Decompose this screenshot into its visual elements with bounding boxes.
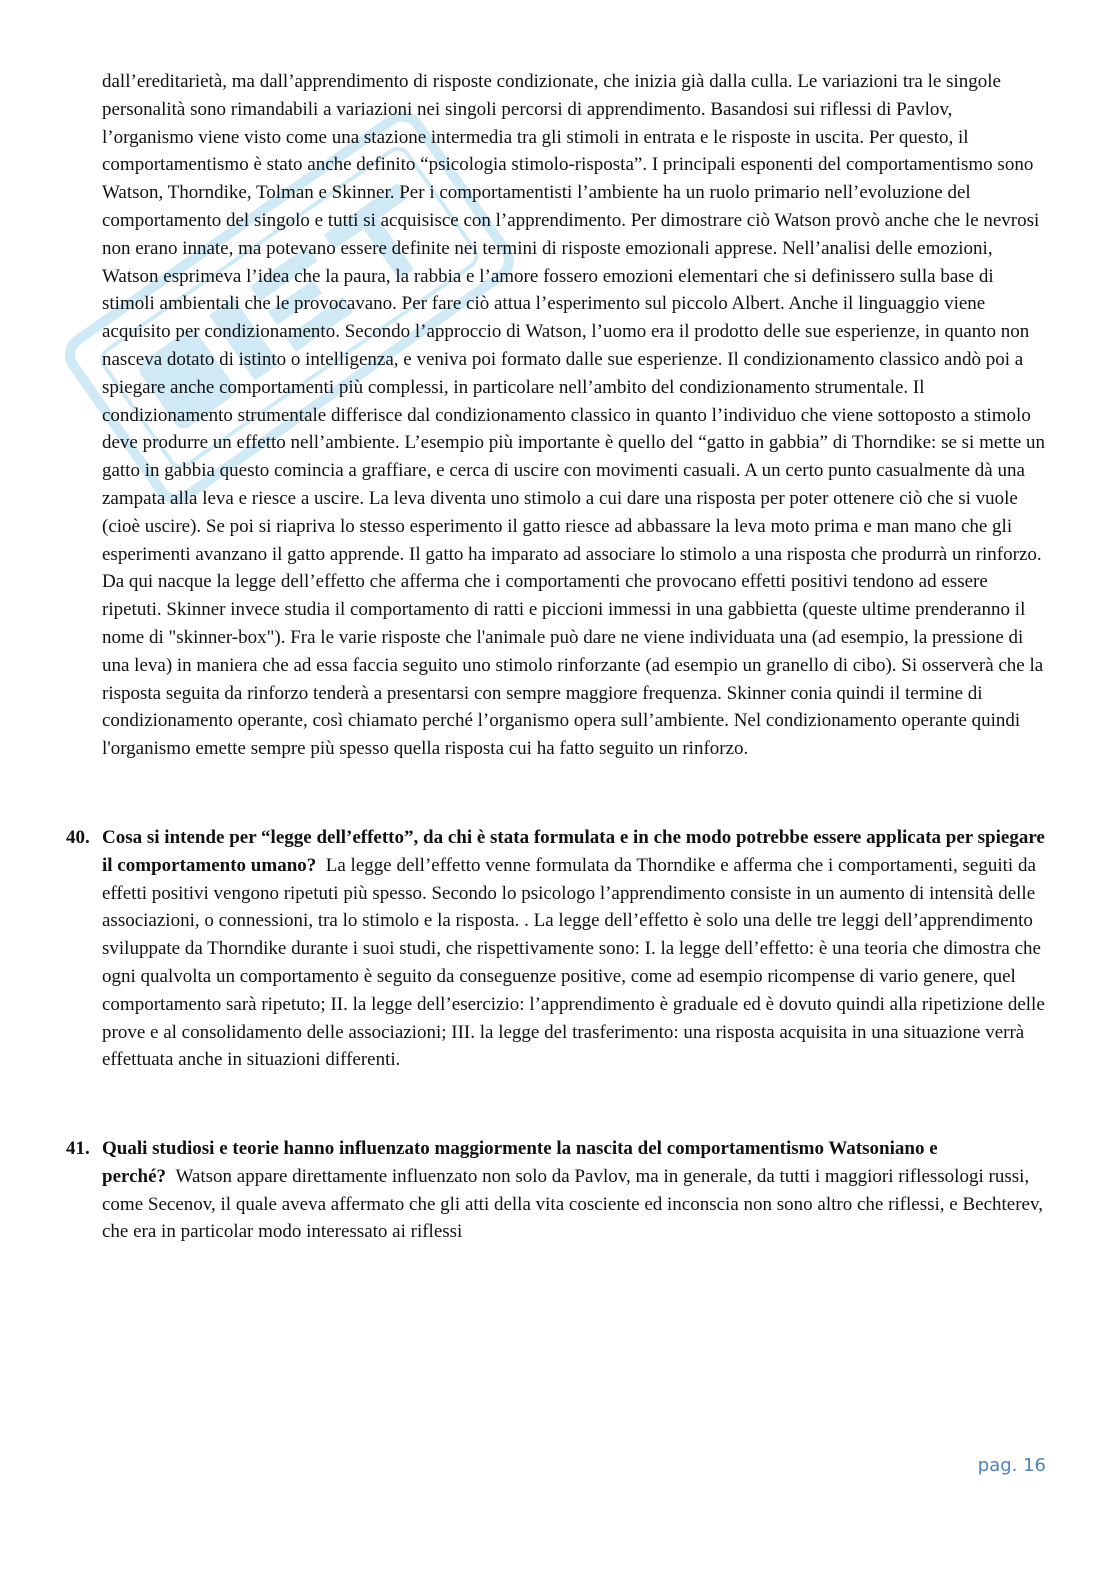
intro-paragraph: dall’ereditarietà, ma dall’apprendimento di risposte condizionate, che inizia già dalla culla. Le variazioni tra le singole personalità sono rimandabili a variazioni nei singoli percorsi di apprendimento. Basandosi sui riflessi di Pavlov, l’organismo viene visto come una stazione intermedia tra gli stimoli in entrata e le risposte in uscita. Per questo, il comportamentismo è stato anche definito “psicologia stimolo-risposta”. I principali esponenti del comportamentismo sono Watson, Thorndike, Tolman e Skinner. Per i comportamentisti l’ambiente ha un ruolo primario nell’evoluzione del comportamento del singolo e tutti si acquisisce con l’apprendimento. Per dimostrare ciò Watson provò anche che le nevrosi non erano innate, ma potevano essere definite nei termini di risposte emozionali apprese. Nell’analisi delle emozioni, Watson esprimeva l’idea che la paura, la rabbia e l’amore fossero emozioni elementari che si definissero sulla base di stimoli ambientali che le provocavano. Per fare ciò attua l’esperimento sul piccolo Albert. Anche il linguaggio viene acquisito per condizionamento. Secondo l’approccio di Watson, l’uomo era il prodotto delle sue esperienze, in quanto non nasceva dotato di istinto o intelligenza, e veniva poi formato dalle sue esperienze. Il condizionamento classico andò poi a spiegare anche comportamenti più complessi, in particolare nell’ambito del condizionamento strumentale. Il condizionamento strumentale differisce dal condizionamento classico in quanto l’individuo che viene sottoposto a stimolo deve produrre un effetto nell’ambiente. L’esempio più importante è quello del “gatto in gabbia” di Thorndike: se si mette un gatto in gabbia questo comincia a graffiare, e cerca di uscire con movimenti casuali. A un certo punto casualmente dà una zampata alla leva e riesce a uscire. La leva diventa uno stimolo a cui dare una risposta per poter ottenere ciò che si vuole (cioè uscire). Se poi si riapriva lo stesso esperimento il gatto riesce ad abbassare la leva moto prima e man mano che gli esperimenti avanzano il gatto apprende. Il gatto ha imparato ad associare lo stimolo a una risposta che produrrà un rinforzo. Da qui nacque la legge dell’effetto che afferma che i comportamenti che provocano effetti positivi tendono ad essere ripetuti. Skinner invece studia il comportamento di ratti e piccioni immessi in una gabbietta (queste ultime prenderanno il nome di "skinner-box"). Fra le varie risposte che l'animale può dare ne viene individuata una (ad esempio, la pressione di una leva) in maniera che ad essa faccia seguito uno stimolo rinforzante (ad esempio un granello di cibo). Si osserverà che la risposta seguita da rinforzo tenderà a presentarsi con sempre maggiore frequenza. Skinner conia quindi il termine di condizionamento operante, così chiamato perché l’organismo opera sull’ambiente. Nel condizionamento operante quindi l'organismo emette sempre più spesso quella risposta cui ha fatto seguito un rinforzo.: [102, 71, 1046, 760]
page-number: pag. 16: [977, 1455, 1046, 1476]
question-title: Quali studiosi e teorie hanno influenzato maggiormente la nascita del comportamentismo Watsoniano e perché?: [102, 1138, 938, 1187]
question-40: [66, 824, 1046, 1074]
question-answer: La legge dell’effetto venne formulata da Thorndike e afferma che i comportamenti, seguiti da effetti positivi vengono ripetuti più spesso. Secondo lo psicologo l’apprendimento consiste in un aumento di intensità delle associazioni, o connessioni, tra lo stimolo e la risposta. . La legge dell’effetto è solo una delle tre leggi dell’apprendimento sviluppate da Thorndike durante i suoi studi, che rispettivamente sono: I. la legge dell’effetto: è una teoria che dimostra che ogni qualvolta un comportamento è seguito da conseguenze positive, come ad esempio ricompense di vario genere, quel comportamento sarà ripetuto; II. la legge dell’esercizio: l’apprendimento è graduale ed è dovuto quindi alla ripetizione delle prove e al consolidamento delle associazioni; III. la legge del trasferimento: una risposta acquisita in una situazione verrà effettuata anche in situazioni differenti.: [102, 854, 1045, 1071]
question-number: 41.: [66, 1138, 90, 1160]
question-number: 40.: [66, 826, 90, 848]
document-body: [66, 68, 1046, 1246]
question-title: Cosa si intende per “legge dell’effetto”, da chi è stata formulata e in che modo potrebbe essere applicata per spiegare il comportamento umano?: [102, 826, 1045, 876]
question-41: [66, 1135, 1046, 1246]
question-answer: Watson appare direttamente influenzato non solo da Pavlov, ma in generale, da tutti i maggiori riflessologi russi, come Secenov, il quale aveva affermato che gli atti della vita cosciente ed inconscia non sono altro che riflessi, e Bechterev, che era in particolar modo interessato ai riflessi: [102, 1165, 1044, 1243]
